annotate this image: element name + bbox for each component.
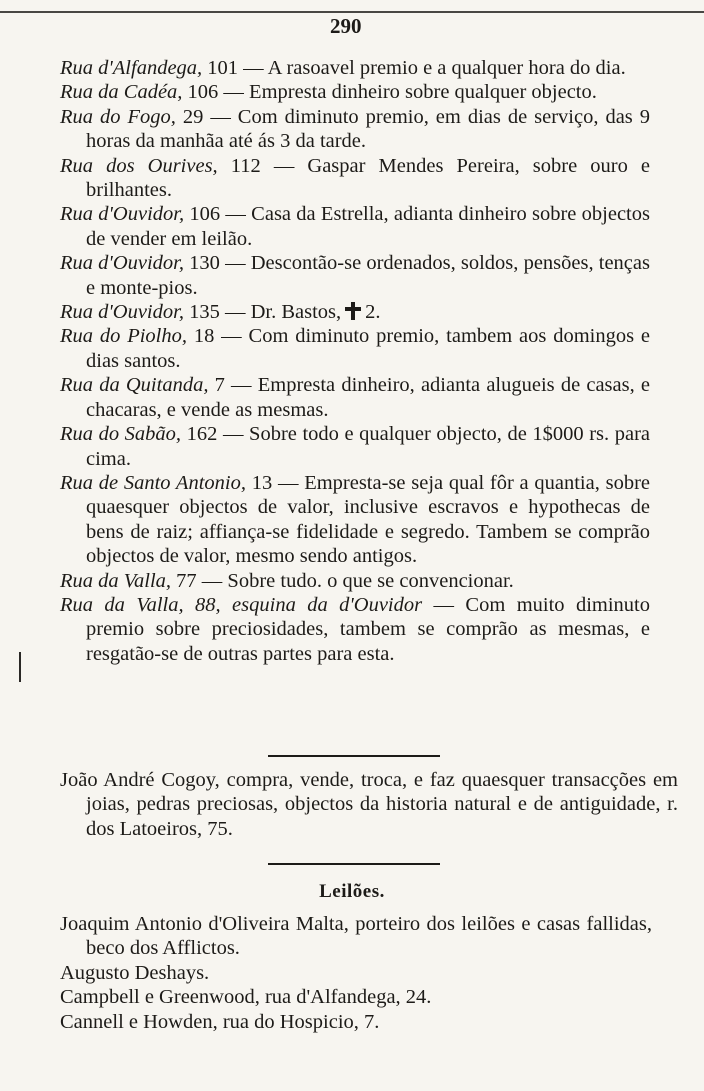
street-name: Rua da Quitanda, [60,374,209,397]
top-rule [0,11,704,13]
auction-entry: Cannell e Howden, rua do Hospicio, 7. [60,1010,380,1033]
cross-icon [345,302,361,320]
entry [60,202,650,251]
entry-text: 101 — A rasoavel premio e a qualquer hora do dia. [202,57,626,79]
street-name: Rua de Santo Antonio, [60,471,246,494]
entry [60,300,650,324]
section-divider [268,755,440,757]
page-number: 290 [330,14,362,38]
entry [60,373,650,422]
section-divider [268,863,440,865]
entry [60,593,650,666]
entry [60,56,650,80]
street-name: Rua da Valla, [60,569,172,592]
street-name: Rua d'Ouvidor, [60,301,184,324]
entry [60,324,650,373]
auction-entry: Augusto Deshays. [60,961,210,984]
entry-text: — Com muito diminuto premio sobre preciosidades, tambem se comprão as mesmas, e resgatão-se de outras partes para esta. [86,593,650,665]
entry-text: 130 — Descontão-se ordenados, soldos, pensões, tenças e monte-pios. [86,252,650,299]
street-name: Rua d'Ouvidor, [60,203,185,226]
entry-text: 106 — Casa da Estrella, adianta dinheiro sobre objectos de vender em leilão. [86,203,650,250]
entry-text: 77 — Sobre tudo. o que se convencionar. [171,569,514,592]
pawnbroker-entries [60,56,650,666]
street-name: Rua dos Ourives, [60,154,218,177]
street-name: Rua da Valla, 88, esquina da d'Ouvidor [60,593,423,616]
street-name: Rua do Piolho, [60,325,187,348]
jewel-dealer-entry: João André Cogoy, compra, vende, troca, e faz quaesquer transacções em joias, pedras preciosas, objectos da historia natural e de antiguidade, r. dos Latoeiros, 75. [60,769,678,840]
entry [60,251,650,300]
auctions-heading: Leilões. [319,881,385,902]
entry-text: 162 — Sobre todo e qualquer objecto, de 1$000 rs. para cima. [86,423,651,470]
entry-text: 112 — Gaspar Mendes Pereira, sobre ouro e brilhantes. [86,154,650,202]
entry [60,471,650,569]
entry-text: 29 — Com diminuto premio, em dias de serviço, das 9 horas da manhãa até ás 3 da tarde. [86,105,650,153]
entry [60,422,650,471]
street-name: Rua do Sabão, [60,423,182,446]
entry-text: 18 — Com diminuto premio, tambem aos domingos e dias santos. [86,325,651,372]
street-name: Rua d'Alfandega, [60,57,203,79]
entry-text: 7 — Empresta dinheiro, adianta alugueis de casas, e chacaras, e vende as mesmas. [86,374,651,421]
street-name: Rua da Cadéa, [60,81,183,104]
entry [60,80,650,104]
entry-text: 135 — Dr. Bastos, [183,301,342,324]
entry [60,105,650,154]
entry-text: 13 — Empresta-se seja qual fôr a quantia, sobre quaesquer objectos de valor, inclusive escravos e hypothecas de bens de raiz; affiança-se fidelidade e segredo. Tambem se comprão objectos de valor, mesmo sendo antigos. [86,471,650,568]
auctions-list [60,912,652,1034]
entry [60,569,650,593]
entry [60,154,650,203]
entry-text-after: 2. [365,301,381,324]
auction-entry: Joaquim Antonio d'Oliveira Malta, porteiro dos leilões e casas fallidas, beco dos Afflictos. [60,913,652,960]
entry-text: 106 — Empresta dinheiro sobre qualquer objecto. [182,81,597,104]
street-name: Rua d'Ouvidor, [60,252,184,275]
auction-entry: Campbell e Greenwood, rua d'Alfandega, 24. [60,986,432,1009]
street-name: Rua do Fogo, [60,105,176,128]
margin-mark [19,652,21,682]
